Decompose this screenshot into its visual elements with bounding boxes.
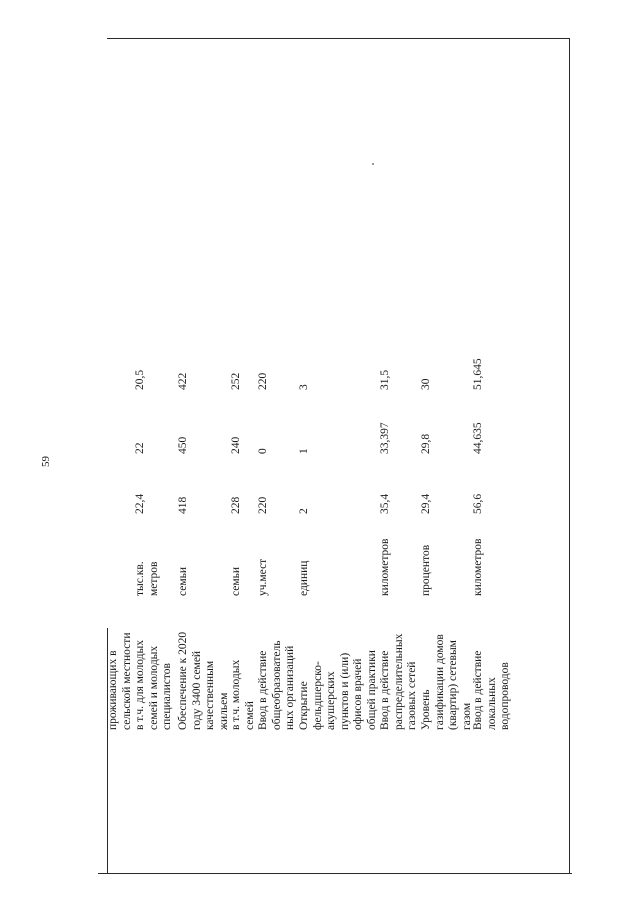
table-cell-v3: 20,5 [134, 369, 146, 390]
table-cell-name: Ввод в действие распределительных газовых сетей [379, 633, 418, 730]
table-cell-name: в т.ч. для молодых семей и молодых специалистов [134, 640, 173, 730]
table-cell-unit: единиц [298, 560, 310, 596]
table-cell-unit: километров [472, 538, 484, 596]
table-cell-name: Открытие фельдшерско- акушерских пунктов и (или) офисов врачей общей практики [298, 650, 378, 730]
table-cell-v1: 418 [177, 496, 189, 514]
table-cell-v1: 228 [230, 496, 242, 514]
table-cell-v1: 220 [257, 496, 269, 514]
table-cell-name: проживающих в сельской местности [107, 632, 133, 730]
table-cell-v2: 22 [134, 442, 146, 454]
table-cell-name: Обеспечение к 2020 году 3400 семей качественным жильем [177, 631, 230, 730]
table-cell-v3: 220 [257, 372, 269, 390]
table-cell-v1: 56,6 [472, 493, 484, 514]
table-cell-v2: 29,8 [420, 433, 432, 454]
table-cell-name: Уровень газификации домов (квартир) сетевым газом [420, 634, 473, 730]
table-cell-v3: 31,5 [379, 369, 391, 390]
table-cell-v2: 0 [257, 448, 269, 454]
table-cell-v3: 3 [298, 384, 310, 390]
rotated-table [107, 30, 587, 730]
table-cell-unit: семьи [177, 566, 189, 596]
table-cell-name: Ввод в действие общеобразователь ных организаций [257, 640, 296, 730]
table-cell-v2: 33,397 [379, 422, 391, 454]
table-cell-v3: 252 [230, 372, 242, 390]
table-cell-unit: уч.мест [257, 558, 269, 596]
table-cell-v2: 44,635 [472, 422, 484, 454]
table-cell-v1: 29,4 [420, 493, 432, 514]
table-cell-v2: 450 [177, 436, 189, 454]
page-number: 59 [40, 456, 52, 467]
frame-bottom-line [98, 873, 572, 874]
table-cell-v1: 2 [298, 508, 310, 514]
table-cell-unit: процентов [420, 544, 432, 596]
table-cell-v3: 422 [177, 372, 189, 390]
table-cell-v3: 30 [420, 378, 432, 390]
table-cell-v2: 1 [298, 448, 310, 454]
table-cell-unit: тыс.кв. метров [134, 561, 160, 596]
table-cell-v1: 35,4 [379, 493, 391, 514]
table-cell-unit: семьи [230, 566, 242, 596]
table-cell-v3: 51,645 [472, 358, 484, 390]
table-cell-v1: 22,4 [134, 493, 146, 514]
table-cell-v2: 240 [230, 436, 242, 454]
table-cell-name: в т.ч. молодых семей [230, 659, 256, 730]
table-cell-unit: километров [379, 538, 391, 596]
table-cell-name: Ввод в действие локальных водопроводов [472, 650, 511, 730]
